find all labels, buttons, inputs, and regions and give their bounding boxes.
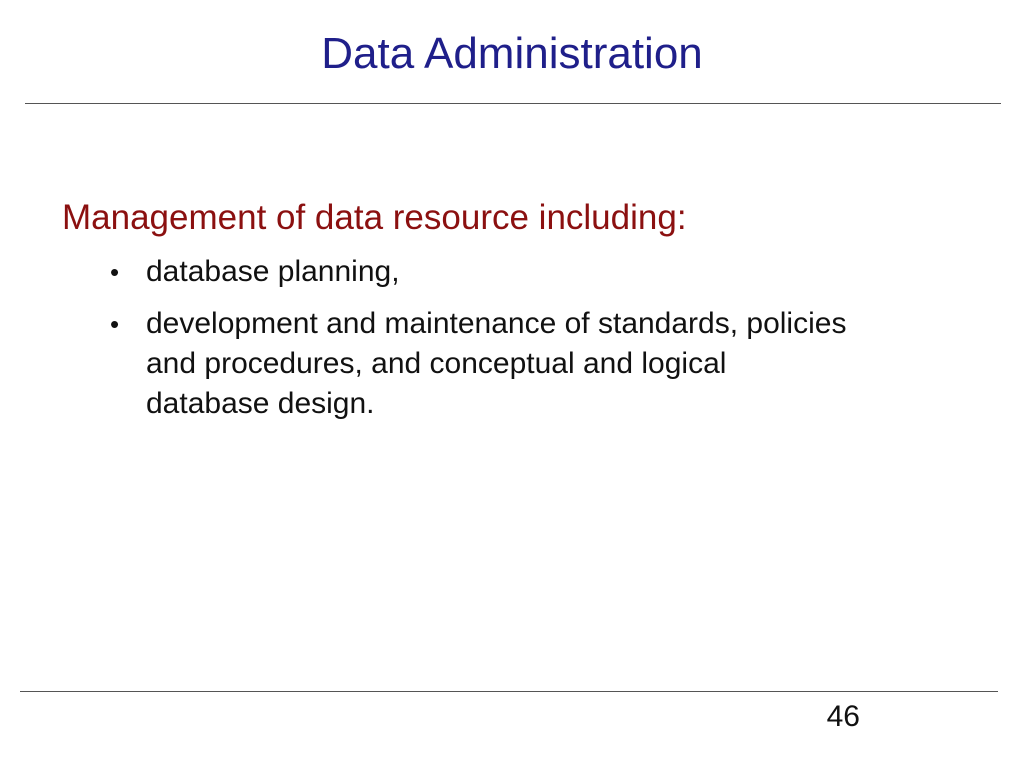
bullet-list — [108, 252, 848, 436]
title-divider — [25, 103, 1001, 104]
bullet-text: database planning, — [146, 255, 400, 288]
footer-divider — [20, 691, 998, 692]
page-number: 46 — [826, 700, 860, 733]
bullet-text: development and maintenance of standards, policies and procedures, and conceptual and logical database design. — [146, 307, 847, 420]
bullet-item — [108, 304, 848, 424]
bullet-dot-icon: • — [110, 257, 120, 287]
lead-text: Management of data resource including: — [62, 198, 687, 237]
slide-title: Data Administration — [321, 29, 703, 78]
bullet-dot-icon: • — [110, 309, 120, 339]
bullet-item — [108, 252, 848, 292]
